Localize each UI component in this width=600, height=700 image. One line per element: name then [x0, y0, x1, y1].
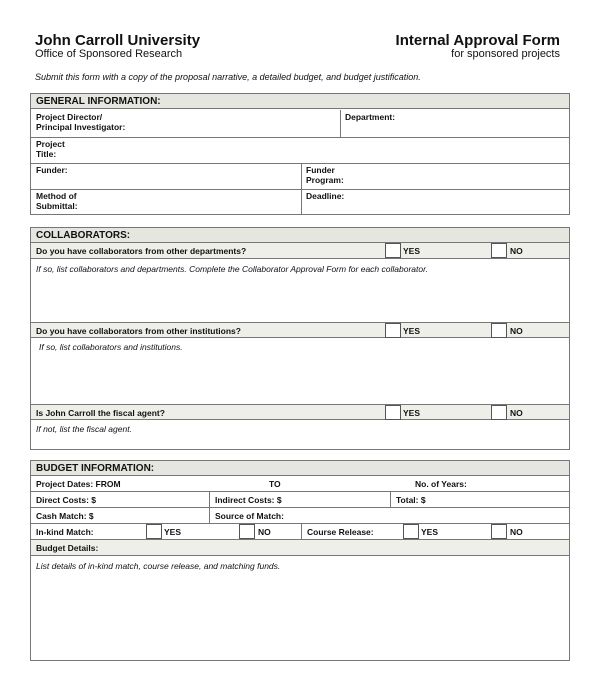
- collab-question-institutions-row: [31, 322, 569, 338]
- budget-information-heading: BUDGET INFORMATION:: [31, 461, 569, 476]
- inkind-no-checkbox[interactable]: [239, 524, 255, 539]
- university-name: John Carroll University: [35, 32, 201, 49]
- funder-field[interactable]: [31, 163, 301, 189]
- project-label: Project: [36, 139, 65, 149]
- collab-departments-note: If so, list collaborators and departments. Complete the Collaborator Approval Form for each collaborator.: [36, 264, 428, 274]
- collab-departments-question: Do you have collaborators from other departments?: [36, 246, 247, 256]
- project-director-label: Project Director/: [36, 112, 103, 122]
- department-field[interactable]: [340, 110, 569, 137]
- collaborators-section: [30, 227, 570, 450]
- fiscal-agent-yes-checkbox[interactable]: [385, 405, 401, 420]
- no-label: NO: [258, 527, 271, 537]
- collab-institutions-answer-area[interactable]: [31, 338, 569, 404]
- project-director-field[interactable]: [31, 110, 340, 137]
- collab-institutions-yes-checkbox[interactable]: [385, 323, 401, 338]
- collab-departments-no-checkbox[interactable]: [491, 243, 507, 258]
- project-dates-from-label: Project Dates: FROM: [36, 479, 121, 489]
- no-label: NO: [510, 408, 523, 418]
- collab-institutions-note: If so, list collaborators and institutions.: [39, 342, 183, 352]
- collab-institutions-no-checkbox[interactable]: [491, 323, 507, 338]
- source-of-match-label: Source of Match:: [215, 511, 284, 521]
- budget-details-answer-area[interactable]: [31, 557, 569, 660]
- fiscal-agent-question-row: [31, 404, 569, 420]
- inkind-course-release-row: [31, 524, 569, 540]
- method-label-1: Method of: [36, 191, 77, 201]
- project-title-field[interactable]: [31, 137, 569, 163]
- deadline-field[interactable]: [301, 189, 569, 215]
- instructions: Submit this form with a copy of the proposal narrative, a detailed budget, and budget justification.: [35, 72, 421, 82]
- form-subtitle: for sponsored projects: [451, 48, 560, 60]
- cash-match-row: [31, 508, 569, 524]
- collab-departments-yes-checkbox[interactable]: [385, 243, 401, 258]
- general-information-section: [30, 93, 570, 215]
- collaborators-heading: COLLABORATORS:: [31, 228, 569, 243]
- no-label: NO: [510, 246, 523, 256]
- costs-row: [31, 492, 569, 508]
- project-dates-to-label: TO: [269, 479, 281, 489]
- department-label: Department:: [345, 112, 396, 122]
- funder-program-label-2: Program:: [306, 175, 344, 185]
- budget-details-label: Budget Details:: [36, 543, 99, 553]
- office-name: Office of Sponsored Research: [35, 48, 183, 60]
- no-label: NO: [510, 326, 523, 336]
- yes-label: YES: [421, 527, 439, 537]
- form-title: Internal Approval Form: [395, 32, 560, 49]
- principal-investigator-label: Principal Investigator:: [36, 122, 126, 132]
- inkind-match-label: In-kind Match:: [36, 527, 94, 537]
- fiscal-agent-question: Is John Carroll the fiscal agent?: [36, 408, 165, 418]
- method-label-2: Submittal:: [36, 201, 78, 211]
- cash-match-label: Cash Match: $: [36, 511, 94, 521]
- budget-details-row: [31, 540, 569, 556]
- yes-label: YES: [164, 527, 182, 537]
- collab-departments-answer-area[interactable]: [31, 260, 569, 322]
- budget-information-section: [30, 460, 570, 661]
- inkind-yes-checkbox[interactable]: [146, 524, 162, 539]
- title-label: Title:: [36, 149, 57, 159]
- deadline-label: Deadline:: [306, 191, 345, 201]
- collab-question-departments-row: [31, 243, 569, 259]
- fiscal-agent-note: If not, list the fiscal agent.: [36, 424, 132, 434]
- yes-label: YES: [403, 326, 421, 336]
- budget-details-note: List details of in-kind match, course release, and matching funds.: [36, 561, 281, 571]
- collab-institutions-question: Do you have collaborators from other institutions?: [36, 326, 241, 336]
- yes-label: YES: [403, 246, 421, 256]
- direct-costs-label: Direct Costs: $: [36, 495, 96, 505]
- no-of-years-label: No. of Years:: [415, 479, 467, 489]
- total-label: Total: $: [396, 495, 426, 505]
- funder-program-field[interactable]: [301, 163, 569, 189]
- indirect-costs-label: Indirect Costs: $: [215, 495, 282, 505]
- funder-program-label-1: Funder: [306, 165, 335, 175]
- course-release-yes-checkbox[interactable]: [403, 524, 419, 539]
- funder-label: Funder:: [36, 165, 68, 175]
- fiscal-agent-no-checkbox[interactable]: [491, 405, 507, 420]
- method-of-submittal-field[interactable]: [31, 189, 301, 215]
- project-dates-row[interactable]: [31, 476, 569, 492]
- yes-label: YES: [403, 408, 421, 418]
- general-information-heading: GENERAL INFORMATION:: [31, 94, 569, 109]
- no-label: NO: [510, 527, 523, 537]
- course-release-label: Course Release:: [307, 527, 374, 537]
- fiscal-agent-answer-area[interactable]: [31, 420, 569, 450]
- course-release-no-checkbox[interactable]: [491, 524, 507, 539]
